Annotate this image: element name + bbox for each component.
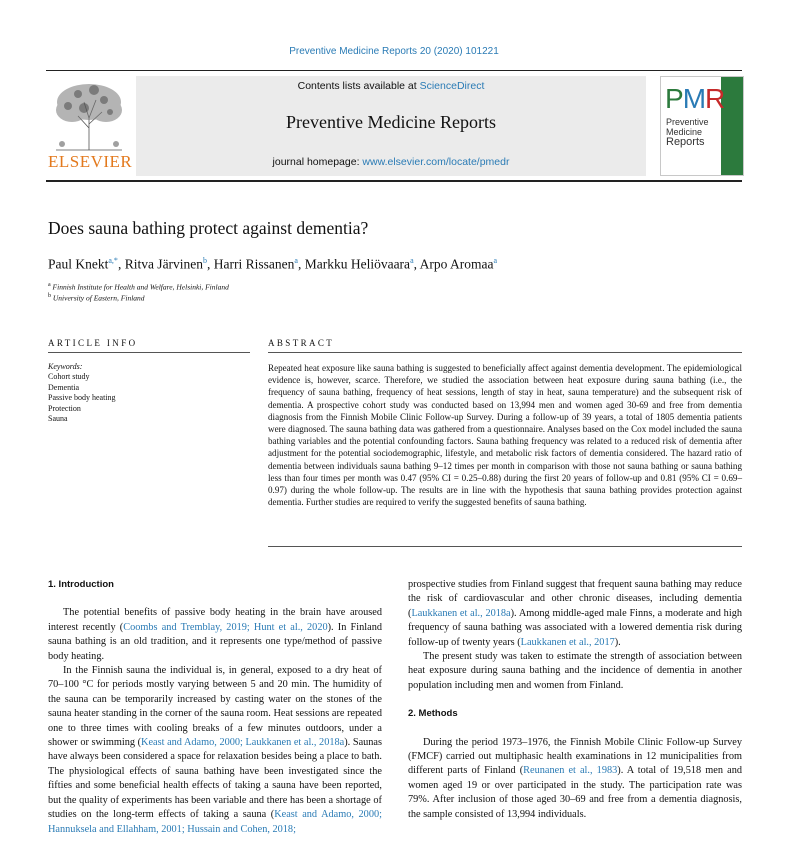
header-bottom-rule xyxy=(46,180,742,182)
section-heading-methods: 2. Methods xyxy=(408,708,458,720)
affiliation-mark: b xyxy=(48,293,51,299)
keyword-item: Passive body heating xyxy=(48,393,116,403)
author-name[interactable]: Arpo Aromaa xyxy=(419,256,494,272)
abstract-bottom-rule xyxy=(268,546,742,547)
reference-link[interactable]: Laukkanen et al., 2017 xyxy=(520,636,615,648)
journal-cover-image xyxy=(660,76,744,176)
keyword-item: Protection xyxy=(48,403,81,413)
intro-paragraph-2: In the Finnish sauna the individual is, in general, exposed to a dry heat of 70–100 °C for periods mostly varying between 5 and 20 min. The humidity of the sauna can be temporarily increased by casting water on the stones of the sauna heater standing in the corner of the sauna room. Heat sessions are repeated one to three times with cooling breaks of a few minutes outdoors, under a shower or swimming (Keast and Adamo, 2000; Laukkanen et al., 2018a). Saunas have always been considered a space for relaxation besides being a place to bath. The physiological effects of sauna bathing have been investigated since the fifties and some beneficial health effects of taking a sauna have been reported, but the quality of experiments has been variable and there has been a shortage of studies on the long-term effects of taking a sauna (Keast and Adamo, 2000; Hannuksela and Ellahham, 2001; Hussain and Cohen, 2018; xyxy=(48,665,383,835)
author-affiliation-mark[interactable]: b xyxy=(203,256,208,265)
reference-link[interactable]: Keast and Adamo, 2000; Laukkanen et al., 2018a xyxy=(141,737,345,749)
keywords-label: Keywords: xyxy=(48,362,83,371)
cover-line-3: Reports xyxy=(666,136,705,148)
body-right-column xyxy=(408,578,742,822)
abstract-text: Repeated heat exposure like sauna bathing is suggested to beneficially affect against dementia development. The epidemiological evidence is, however, scarce. Therefore, we studied the association between heat exposure during sauna bathing (i.e., the frequency of sauna bathing, frequency of heat sessions, length of stay in heat, sauna temperature) and the subsequent risk of dementia. A prospective cohort study was conducted based on 13,994 men and women aged 30-69 and free from dementia diagnosis from the Finnish Mobile Clinic Follow-up Survey. During a follow-up of 39 years, a total of 1805 dementia patients were diagnosed. The sauna bathing data was gathered from a questionnaire. Analyses based on the Cox model included the sauna bathing variables and the potential confounding factors. Sauna bathing frequency was related to a reduced risk of dementia after adjustment for the potential sociodemographic, lifestyle, and metabolic risk factors of dementia considered. The hazard ratio of dementia between individuals sauna bathing 9–12 times per month in comparison with those not sauna bathing or sauna bathing less than four times per month was 0.47 (95% CI = 0.25–0.88) during the first 20 years of follow-up and 0.81 (95% CI = 0.69–0.97) during the whole follow-up. The results are in line with the hypothesis that sauna bathing provides protection against dementia. Further studies are required to verify the suggested benefits of sauna bathing. xyxy=(268,363,742,508)
contents-line xyxy=(136,80,646,92)
keyword-item: Dementia xyxy=(48,382,80,392)
body-left-column xyxy=(48,578,382,837)
keywords-block xyxy=(48,362,116,424)
methods-paragraph-1: During the period 1973–1976, the Finnish Mobile Clinic Follow-up Survey (FMCF) carried out multiphasic health examinations in 12 municipalities from different parts of Finland (Reunanen et al., 1983). A total of 19,518 men and women aged 19 or over participated in the study. The participation rate was 79%. After inclusion of those aged 30–69 and free from a dementia diagnosis, the sample consisted of 13,994 individuals. xyxy=(408,736,742,820)
affiliation-b xyxy=(48,293,145,303)
sciencedirect-link[interactable]: ScienceDirect xyxy=(419,80,485,92)
paper-title: Does sauna bathing protect against dementia? xyxy=(48,218,369,238)
reference-link[interactable]: Laukkanen et al., 2018a xyxy=(411,607,511,619)
intro-paragraph-4: The present study was taken to estimate the strength of association between heat exposure during sauna bathing and the incidence of dementia in another population including men and women from Finland. xyxy=(408,651,742,691)
abstract-rule xyxy=(268,352,742,353)
affiliation-text: University of Eastern, Finland xyxy=(52,293,145,303)
header-top-rule xyxy=(46,70,742,71)
reference-link[interactable]: Reunanen et al., 1983 xyxy=(523,765,618,777)
reference-link[interactable]: Keast and Adamo, 2000; Hannuksela and Ellahham, 2001; Hussain and Cohen, 2018; xyxy=(48,809,382,835)
abstract-heading: ABSTRACT xyxy=(268,338,335,348)
article-info-rule xyxy=(48,352,250,353)
journal-title: Preventive Medicine Reports xyxy=(286,112,496,132)
cover-line-1: Preventive xyxy=(666,117,709,127)
keyword-item: Sauna xyxy=(48,414,68,424)
homepage-prefix: journal homepage: xyxy=(272,156,363,168)
cover-letters: PMR xyxy=(665,83,725,114)
cover-title xyxy=(666,117,709,147)
journal-citation[interactable]: Preventive Medicine Reports 20 (2020) 101221 xyxy=(289,46,499,57)
homepage-line xyxy=(136,156,646,168)
author-name[interactable]: Markku Heliövaara xyxy=(304,256,411,272)
article-info-heading: ARTICLE INFO xyxy=(48,338,138,348)
contents-prefix: Contents lists available at xyxy=(297,80,420,92)
homepage-link[interactable]: www.elsevier.com/locate/pmedr xyxy=(362,156,510,168)
author-name[interactable]: Harri Rissanen xyxy=(213,256,295,272)
elsevier-wordmark: ELSEVIER xyxy=(48,152,133,171)
author-affiliation-mark[interactable]: a xyxy=(410,256,414,265)
author-name[interactable]: Ritva Järvinen xyxy=(124,256,204,272)
author-affiliation-mark[interactable]: a xyxy=(294,256,298,265)
intro-paragraph-1: The potential benefits of passive body heating in the brain have aroused interest recently (Coombs and Tremblay, 2019; Hunt et al., 2020). In Finland sauna bathing is an old tradition, and it represents one type/method of passive body heating. xyxy=(48,607,382,662)
author-affiliation-mark[interactable]: a,* xyxy=(108,256,118,265)
affiliation-text: Finnish Institute for Health and Welfare, Helsinki, Finland xyxy=(52,282,229,292)
affiliation-a xyxy=(48,282,229,292)
elsevier-tree-logo xyxy=(48,78,130,152)
author-affiliation-mark[interactable]: a xyxy=(493,256,498,265)
cover-green-stripe xyxy=(721,77,743,175)
author-name[interactable]: Paul Knekt xyxy=(48,256,109,272)
keyword-item: Cohort study xyxy=(48,372,90,382)
cover-line-2: Medicine xyxy=(666,127,703,137)
reference-link[interactable]: Coombs and Tremblay, 2019; Hunt et al., 2020 xyxy=(123,621,328,633)
intro-paragraph-3: prospective studies from Finland suggest that frequent sauna bathing may reduce the risk of cardiovascular and other chronic diseases, including dementia (Laukkanen et al., 2018a). Among middle-aged male Finns, a moderate and high frequency of sauna bathing was associated with a lowered dementia risk during follow-up of twenty years (Laukkanen et al., 2017). xyxy=(408,579,742,648)
author-list: Paul Knekt$^{a,*}$, Ritva Järvinen$^b$, Harri Rissanen$^a$, Markku Heliövaara$^a$, Arpo Aromaa$^a$ xyxy=(48,256,498,272)
affiliation-mark: a xyxy=(48,282,51,288)
section-heading-introduction: 1. Introduction xyxy=(48,579,114,590)
